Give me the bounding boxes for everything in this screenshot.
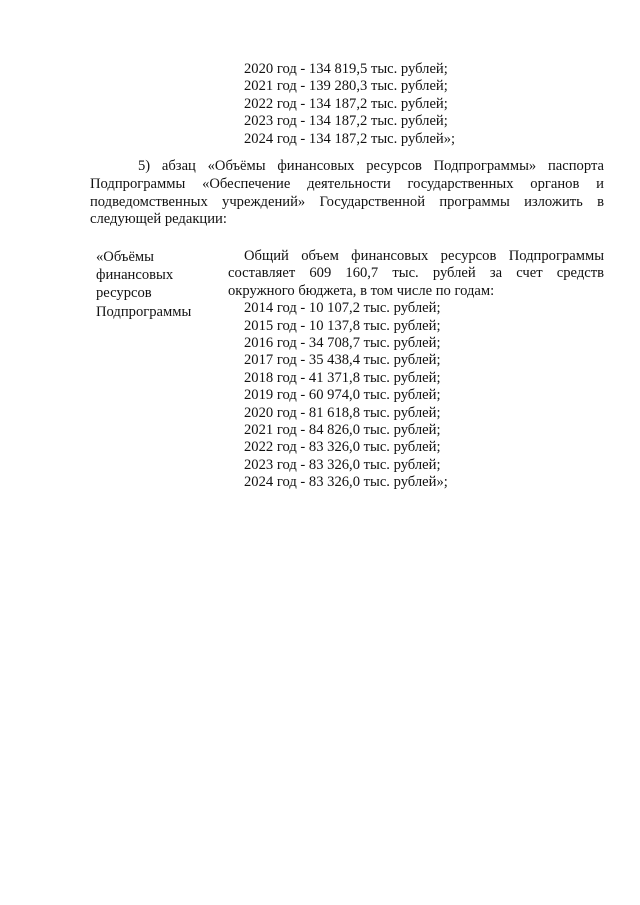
year-line-2022: 2022 год - 134 187,2 тыс. рублей; xyxy=(244,95,448,112)
funding-year-2019: 2019 год - 60 974,0 тыс. рублей; xyxy=(244,387,441,404)
table-label-cell xyxy=(96,248,191,321)
funding-year-2014: 2014 год - 10 107,2 тыс. рублей; xyxy=(244,300,441,317)
label-line: «Объёмы xyxy=(96,249,154,265)
label-line: финансовых xyxy=(96,267,174,284)
funding-year-2017: 2017 год - 35 438,4 тыс. рублей; xyxy=(244,352,441,369)
intro-line: Общий объем финансовых ресурсов Подпрограммы xyxy=(244,248,604,264)
year-line-2023: 2023 год - 134 187,2 тыс. рублей; xyxy=(244,113,448,130)
year-line-2024: 2024 год - 134 187,2 тыс. рублей»; xyxy=(244,130,456,147)
paragraph-line: 5) абзац «Объёмы финансовых ресурсов Подпрограммы» паспорта xyxy=(138,158,604,174)
table-value-cell xyxy=(228,248,604,492)
label-line: Подпрограммы xyxy=(96,303,192,320)
amendment-paragraph xyxy=(90,158,604,229)
year-line-2021: 2021 год - 139 280,3 тыс. рублей; xyxy=(244,78,448,95)
funding-year-2016: 2016 год - 34 708,7 тыс. рублей; xyxy=(244,335,441,352)
funding-year-2024: 2024 год - 83 326,0 тыс. рублей»; xyxy=(244,474,448,491)
top-year-list xyxy=(244,61,455,148)
paragraph-line: Подпрограммы «Обеспечение деятельности государственных органов и xyxy=(90,175,604,192)
funding-year-2023: 2023 год - 83 326,0 тыс. рублей; xyxy=(244,456,441,473)
funding-year-2021: 2021 год - 84 826,0 тыс. рублей; xyxy=(244,422,441,439)
intro-line: окружного бюджета, в том числе по годам: xyxy=(228,282,495,299)
funding-year-2020: 2020 год - 81 618,8 тыс. рублей; xyxy=(244,404,441,421)
funding-year-2018: 2018 год - 41 371,8 тыс. рублей; xyxy=(244,369,441,386)
funding-year-2022: 2022 год - 83 326,0 тыс. рублей; xyxy=(244,439,441,456)
paragraph-line: следующей редакции: xyxy=(90,211,227,228)
funding-year-2015: 2015 год - 10 137,8 тыс. рублей; xyxy=(244,317,441,334)
label-line: ресурсов xyxy=(96,285,152,302)
intro-line: составляет 609 160,7 тыс. рублей за счет средств xyxy=(228,265,604,282)
year-line-2020: 2020 год - 134 819,5 тыс. рублей; xyxy=(244,61,448,77)
paragraph-line: подведомственных учреждений» Государственной программы изложить в xyxy=(90,193,604,210)
